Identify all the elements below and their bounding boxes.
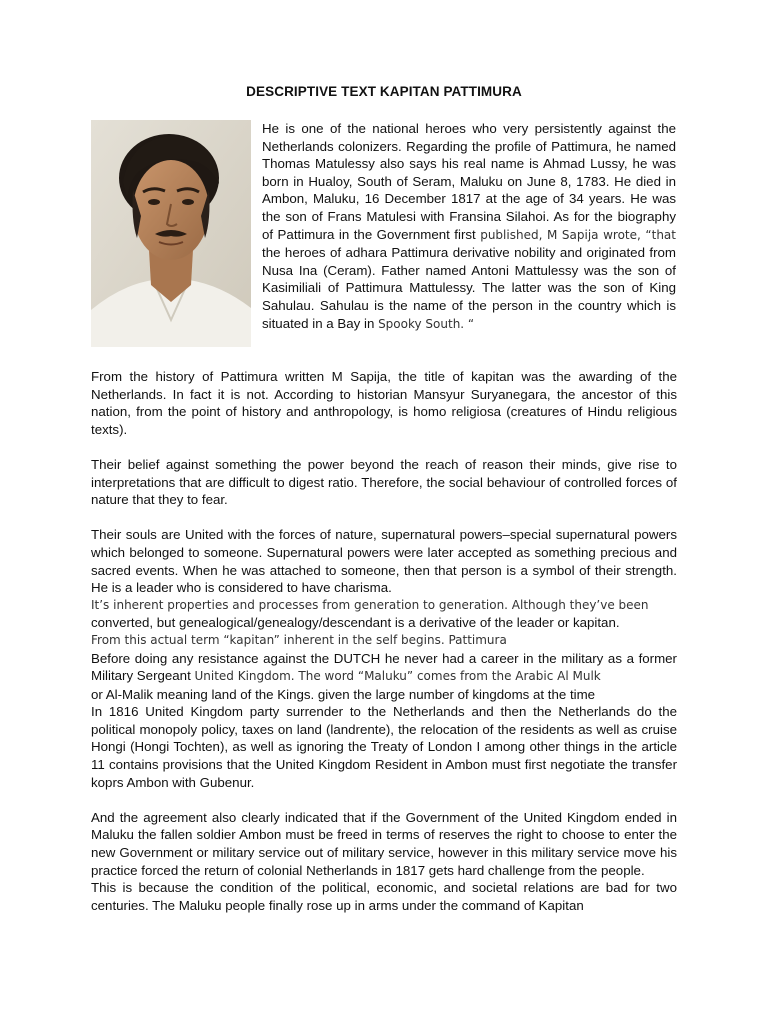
paragraph-souls: Their souls are United with the forces of nature, supernatural powers–special supernatural powers which belonged to someone. Supernatural powers were later accepted as something precious and sacred events. When he was attached to someone, then that person is a symbol of their strength. He is a leader who is considered to have charisma.: [91, 527, 677, 596]
paragraph-inherent-line-1: It’s inherent properties and processes from generation to generation. Although they’ve been: [91, 597, 649, 612]
intro-text-part-1: He is one of the national heroes who very persistently against the Netherlands colonizers. Regarding the profile of Pattimura, he named Thomas Matulessy also says his real name is Ahmad Lussy, he was born in Hualoy, South of Seram, Maluku on June 8, 1783. He died in Ambon, Maluku, 16 December 1817 at the age of 34 years. He was the son of Frans Matulesi with Fransina Silahoi. As for the biography of Pattimura in the Government first: [262, 121, 676, 242]
portrait-illustration-icon: [91, 120, 251, 347]
paragraph-belief: Their belief against something the power beyond the reach of reason their minds, give rise to interpretations that are difficult to digest ratio. Therefore, the social behaviour of controlled forces of nature that they to fear.: [91, 456, 677, 508]
paragraph-history: From the history of Pattimura written M Sapija, the title of kapitan was the awarding of the Netherlands. In fact it is not. According to historian Mansyur Suryanegara, the ancestor of this nation, from the point of history and anthropology, is homo religiosa (creatures of Hindu religious texts).: [91, 369, 677, 437]
document-body: [91, 368, 677, 914]
paragraph-inherent-line-2: converted, but genealogical/genealogy/descendant is a derivative of the leader or kapitan.: [91, 615, 620, 631]
document-title: DESCRIPTIVE TEXT KAPITAN PATTIMURA: [246, 84, 522, 99]
intro-paragraph: [262, 120, 676, 333]
resistance-text-part-1: Before doing any resistance against the DUTCH he never had a career in the military as a former Military Sergeant: [91, 650, 677, 684]
paragraph-condition: This is because the condition of the political, economic, and societal relations are bad for two centuries. The Maluku people finally rose up in arms under the command of Kapitan: [91, 880, 677, 913]
paragraph-1816: In 1816 United Kingdom party surrender to the Netherlands and then the Netherlands do the political monopoly policy, taxes on land (landrente), the relocation of the residents as well as cruise Hongi (Hongi Tochten), as well as ignoring the Treaty of London I among other things in the article 11 contains provisions that the United Kingdom Resident in Ambon must first negotiate the transfer koprs Ambon with Gubenur.: [91, 704, 677, 790]
resistance-text-part-2: United Kingdom. The word “Maluku” comes from the Arabic Al Mulk: [194, 669, 601, 684]
paragraph-maluku-meaning: or Al-Malik meaning land of the Kings. given the large number of kingdoms at the time: [91, 686, 596, 702]
intro-text-part-4: Spooky South. “: [378, 316, 475, 331]
paragraph-resistance: [91, 650, 677, 686]
intro-text-part-2: published, M Sapija wrote, “that: [480, 227, 676, 242]
portrait-image: [91, 120, 251, 347]
paragraph-inherent-line-3: From this actual term “kapitan” inherent in the self begins. Pattimura: [91, 632, 507, 647]
intro-text-part-3: the heroes of adhara Pattimura derivative nobility and originated from Nusa Ina (Ceram). Father named Antoni Mattulessy was the son of Kasimiliali of Pattimura Mattulessy. The latter was the son of King Sahulau. Sahulau is the name of the person in the country which is situated in a Bay in: [262, 245, 676, 331]
paragraph-agreement: And the agreement also clearly indicated that if the Government of the United Kingdom ended in Maluku the fallen soldier Ambon must be freed in terms of reserves the right to choose to enter the new Government or military service out of military service, however in this military service move his practice forced the return of colonial Netherlands in 1817 gets hard challenge from the people.: [91, 809, 677, 878]
